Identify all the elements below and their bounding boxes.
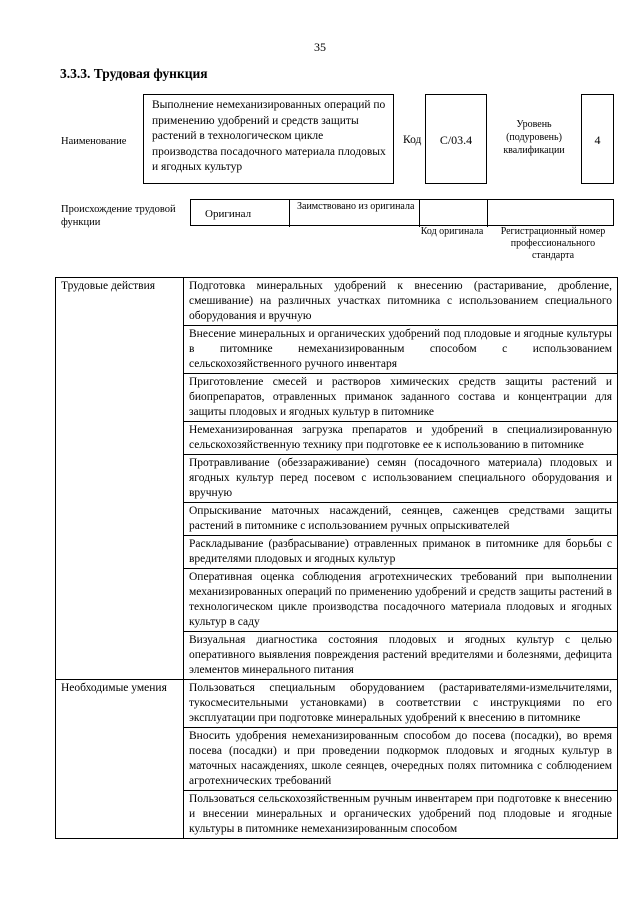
registration-number-caption: Регистрационный номер профессионального стандарта	[500, 226, 606, 261]
required-skill-item: Вносить удобрения немеханизированным способом до посева (посадки), во время посева (посадки) и при проведении подкормок плодовых и ягодных культур в маточных насаждениях, школе сеянцев, очередных полях питомника с соблюдением агротехнических требований	[184, 728, 618, 791]
origin-original-cell	[191, 200, 290, 227]
labor-action-item: Визуальная диагностика состояния плодовых и ягодных культур с целью оперативного выявления повреждения растений вредителями и болезнями, дефицита элементов минерального питания	[184, 632, 618, 680]
labor-action-item: Оперативная оценка соблюдения агротехнических требований при выполнении механизированных операций по применению удобрений и средств защиты растений в технологическом цикле производства посадочного материала плодовых и ягодных культур в саду	[184, 569, 618, 632]
table-row	[56, 278, 618, 326]
section-title-required-skills: Необходимые умения	[56, 680, 184, 839]
name-label: Наименование	[61, 136, 127, 147]
labor-action-item: Внесение минеральных и органических удобрений под плодовые и ягодные культуры в питомнике немеханизированным способом с использованием сельскохозяйственного ручного инвентаря	[184, 326, 618, 374]
qualification-level-box: 4	[581, 94, 614, 184]
labor-action-item: Опрыскивание маточных насаждений, сеянцев, саженцев средствами защиты растений в питомнике с использованием ручных опрыскивателей	[184, 503, 618, 536]
required-skill-item: Пользоваться сельскохозяйственным ручным инвентарем при подготовке к внесению и внесении минеральных и органических удобрений под плодовые и ягодные культуры в питомнике немеханизированным способом	[184, 791, 618, 839]
function-name-box: Выполнение немеханизированных операций по применению удобрений и средств защиты растений в технологическом цикле производства посадочного материала плодовых и ягодных культур	[143, 94, 394, 184]
labor-action-item: Немеханизированная загрузка препаратов и удобрений в специализированную сельскохозяйственную технику при подготовке ее к использованию в питомнике	[184, 422, 618, 455]
origin-borrowed-cell	[290, 200, 420, 227]
origin-label: Происхождение трудовой функции	[61, 204, 176, 228]
origin-row	[190, 199, 614, 226]
origin-code-cell	[420, 200, 488, 227]
labor-action-item: Приготовление смесей и растворов химических средств защиты растений и биопрепаратов, отравленных приманок заданного состава и концентрации для защиты плодовых и ягодных культур в питомнике	[184, 374, 618, 422]
origin-borrowed-text: Заимствовано из оригинала	[297, 201, 415, 212]
origin-original-text: Оригинал	[205, 208, 252, 220]
origin-reg-number-cell	[488, 200, 614, 227]
table-row	[56, 680, 618, 728]
qualification-level-label: Уровень (подуровень) квалификации	[503, 119, 565, 156]
code-label: Код	[403, 134, 422, 146]
function-table	[55, 277, 618, 839]
section-title: 3.3.3. Трудовая функция	[60, 66, 208, 81]
origin-code-caption: Код оригинала	[420, 226, 484, 237]
labor-action-item: Подготовка минеральных удобрений к внесению (растаривание, дробление, смешивание) на различных участках питомника с использованием специального оборудования и вручную	[184, 278, 618, 326]
page-number: 35	[314, 40, 326, 54]
labor-action-item: Протравливание (обеззараживание) семян (посадочного материала) плодовых и ягодных культур перед посевом с использованием специального оборудования и вручную	[184, 455, 618, 503]
labor-action-item: Раскладывание (разбрасывание) отравленных приманок в питомнике для борьбы с вредителями плодовых и ягодных культур	[184, 536, 618, 569]
code-value-box: C/03.4	[425, 94, 487, 184]
section-title-labor-actions: Трудовые действия	[56, 278, 184, 680]
required-skill-item: Пользоваться специальным оборудованием (растаривателями-измельчителями, тукосмесительными установками) в соответствии с инструкциями по его эксплуатации при подготовке минеральных удобрений к внесению в питомнике	[184, 680, 618, 728]
